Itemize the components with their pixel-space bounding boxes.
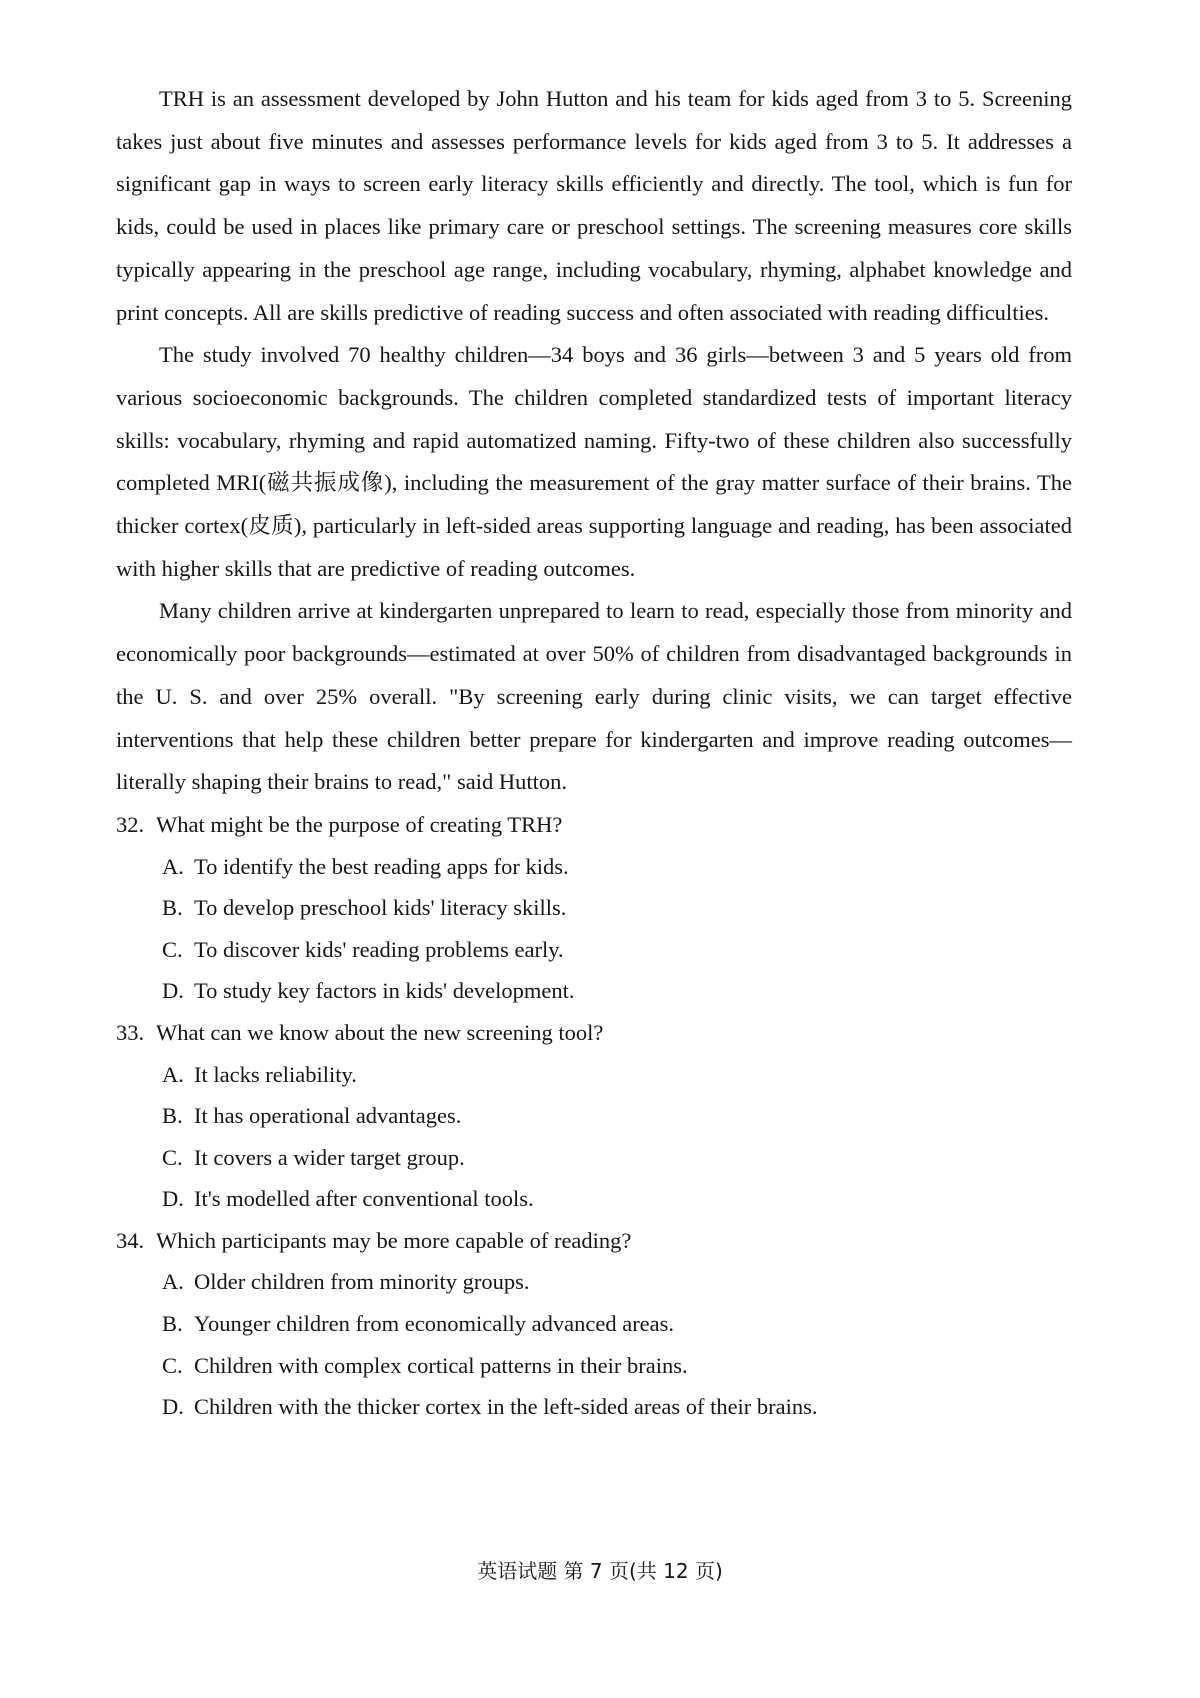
option-a[interactable] xyxy=(162,1054,1072,1096)
option-letter: B. xyxy=(162,895,183,921)
page-footer: 英语试题 第 7 页(共 12 页) xyxy=(477,1559,723,1583)
question-number: 32. xyxy=(116,811,145,837)
option-text: It's modelled after conventional tools. xyxy=(194,1186,534,1212)
question-34 xyxy=(116,1220,1072,1428)
option-d[interactable] xyxy=(162,970,1072,1012)
option-a[interactable] xyxy=(162,846,1072,888)
passage-paragraph-2: The study involved 70 healthy children—34 boys and 36 girls—between 3 and 5 years old from various socioeconomic backgrounds. The children completed standardized tests of important literacy skills: vocabulary, rhyming and rapid automatized naming. Fifty-two of these children also successfully completed MRI(磁共振成像), including the measurement of the gray matter surface of their brains. The thicker cortex(皮质), particularly in left-sided areas supporting language and reading, has been associated with higher skills that are predictive of reading outcomes. xyxy=(116,342,1072,581)
question-text: What can we know about the new screening tool? xyxy=(156,1019,604,1045)
option-letter: D. xyxy=(162,978,184,1004)
option-b[interactable] xyxy=(162,1303,1072,1345)
option-text: To study key factors in kids' development. xyxy=(194,978,575,1004)
option-letter: A. xyxy=(162,853,184,879)
option-list xyxy=(116,846,1072,1012)
option-text: To identify the best reading apps for kids. xyxy=(194,853,569,879)
option-a[interactable] xyxy=(162,1261,1072,1303)
question-number: 33. xyxy=(116,1019,145,1045)
question-stem xyxy=(116,1220,1072,1262)
option-d[interactable] xyxy=(162,1178,1072,1220)
option-text: It lacks reliability. xyxy=(194,1061,357,1087)
option-letter: D. xyxy=(162,1186,184,1212)
question-text: What might be the purpose of creating TRH? xyxy=(156,811,563,837)
passage-paragraph-1: TRH is an assessment developed by John Hutton and his team for kids aged from 3 to 5. Screening takes just about five minutes and assesses performance levels for kids aged from 3 to 5. It addresses a significant gap in ways to screen early literacy skills efficiently and directly. The tool, which is fun for kids, could be used in places like primary care or preschool settings. The screening measures core skills typically appearing in the preschool age range, including vocabulary, rhyming, alphabet knowledge and print concepts. All are skills predictive of reading success and often associated with reading difficulties. xyxy=(116,86,1072,325)
option-list xyxy=(116,1261,1072,1427)
option-text: Older children from minority groups. xyxy=(194,1269,530,1295)
question-33 xyxy=(116,1012,1072,1220)
question-number: 34. xyxy=(116,1227,145,1253)
option-text: Children with the thicker cortex in the left-sided areas of their brains. xyxy=(194,1394,818,1420)
option-text: It has operational advantages. xyxy=(194,1103,462,1129)
option-letter: B. xyxy=(162,1103,183,1129)
question-stem xyxy=(116,1012,1072,1054)
option-list xyxy=(116,1054,1072,1220)
option-letter: D. xyxy=(162,1394,184,1420)
passage-paragraph-3: Many children arrive at kindergarten unprepared to learn to read, especially those from minority and economically poor backgrounds—estimated at over 50% of children from disadvantaged backgrounds in the U. S. and over 25% overall. "By screening early during clinic visits, we can target effective interventions that help these children better prepare for kindergarten and improve reading outcomes—literally shaping their brains to read," said Hutton. xyxy=(116,598,1072,795)
option-d[interactable] xyxy=(162,1386,1072,1428)
question-32 xyxy=(116,804,1072,1012)
option-text: Younger children from economically advanced areas. xyxy=(194,1311,675,1337)
option-letter: C. xyxy=(162,1352,183,1378)
option-b[interactable] xyxy=(162,1095,1072,1137)
option-letter: A. xyxy=(162,1269,184,1295)
option-b[interactable] xyxy=(162,887,1072,929)
option-c[interactable] xyxy=(162,929,1072,971)
reading-passage xyxy=(116,78,1072,804)
option-letter: C. xyxy=(162,1144,183,1170)
option-letter: C. xyxy=(162,936,183,962)
option-text: To develop preschool kids' literacy skills. xyxy=(194,895,567,921)
option-c[interactable] xyxy=(162,1345,1072,1387)
option-text: Children with complex cortical patterns in their brains. xyxy=(194,1352,688,1378)
option-c[interactable] xyxy=(162,1137,1072,1179)
option-letter: A. xyxy=(162,1061,184,1087)
option-letter: B. xyxy=(162,1311,183,1337)
question-stem xyxy=(116,804,1072,846)
option-text: It covers a wider target group. xyxy=(194,1144,465,1170)
question-text: Which participants may be more capable of reading? xyxy=(156,1227,632,1253)
option-text: To discover kids' reading problems early. xyxy=(194,936,564,962)
